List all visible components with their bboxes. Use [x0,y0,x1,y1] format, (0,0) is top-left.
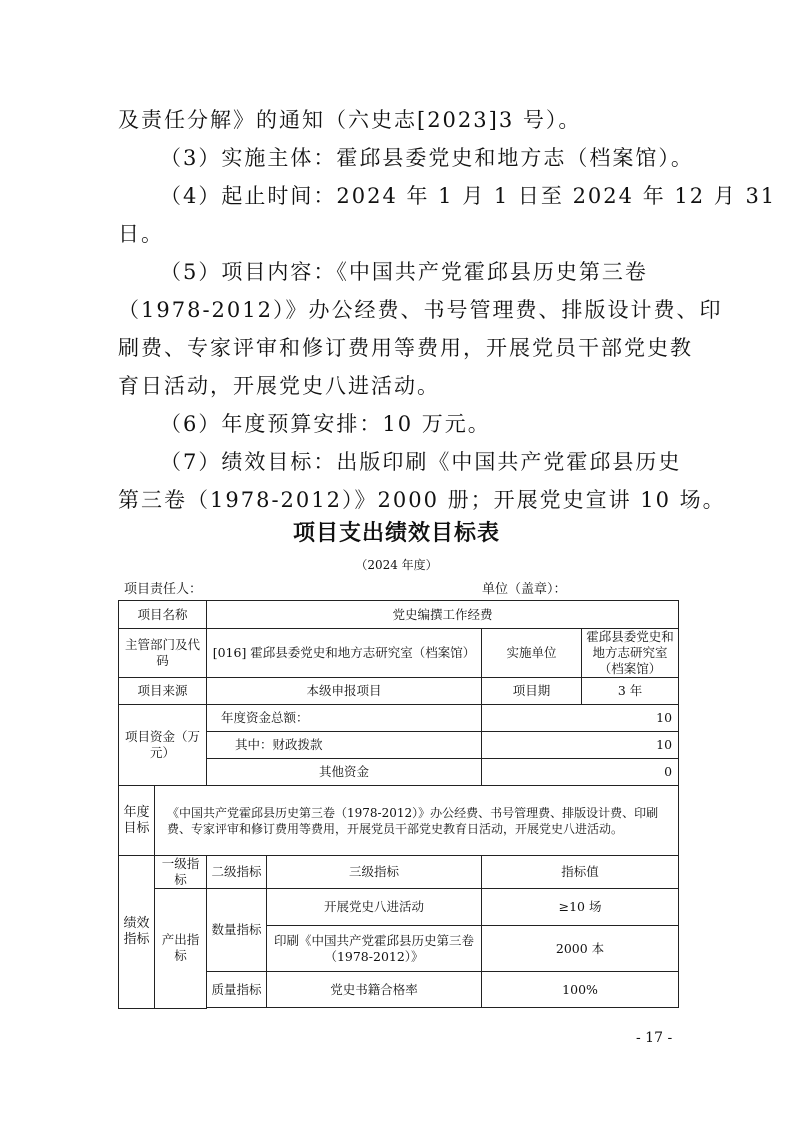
body-line-11: 第三卷（1978-2012）》2000 册；开展党史宣讲 10 场。 [118,488,726,512]
quantity-indicator-label: 数量指标 [207,889,267,972]
dept-label: 主管部门及代码 [119,629,207,678]
unit-seal-label: 单位（盖章）： [482,582,567,597]
quality-indicator-label: 质量指标 [207,972,267,1008]
spacer-cell [482,1008,679,1009]
table-row [119,601,679,629]
table-row [119,889,679,926]
table-row [119,678,679,705]
funds-fiscal-label: 其中：财政拨款 [207,732,482,759]
body-line-2: （3）实施主体：霍邱县委党史和地方志（档案馆）。 [160,146,694,170]
table-year: （2024 年度） [355,558,438,572]
annual-goal-text: 《中国共产党霍邱县历史第三卷（1978-2012）》办公经费、书号管理费、排版设计费、印刷费、专家评审和修订费用等费用，开展党员干部党史教育日活动，开展党史八进活动。 [155,786,679,856]
indicator-name: 开展党史八进活动 [267,889,482,926]
source-value: 本级申报项目 [207,678,482,705]
indicators-label: 绩效指标 [119,856,155,1009]
page-number: - 17 - [636,1030,673,1046]
annual-goal-label: 年度目标 [119,786,155,856]
level2-header: 二级指标 [207,856,267,889]
level3-header: 三级指标 [267,856,482,889]
body-line-3: （4）起止时间：2024 年 1 月 1 日至 2024 年 12 月 31 [160,184,777,208]
body-line-10: （7）绩效目标：出版印刷《中国共产党霍邱县历史 [160,450,682,474]
table-row [119,629,679,678]
impl-value: 霍邱县委党史和地方志研究室（档案馆） [582,629,679,678]
indicator-value: ≥10 场 [482,889,679,926]
responsible-label: 项目责任人： [124,582,203,597]
body-line-5: （5）项目内容：《中国共产党霍邱县历史第三卷 [160,260,648,284]
body-line-1: 及责任分解》的通知（六史志[2023]3 号）。 [118,108,582,132]
funds-total-label: 年度资金总额： [207,705,482,732]
table-row [119,786,679,856]
table-row [119,705,679,732]
funds-other-label: 其他资金 [207,759,482,786]
level1-header: 一级指标 [155,856,207,889]
funds-label: 项目资金（万元） [119,705,207,786]
funds-fiscal-value: 10 [482,732,679,759]
period-value: 3 年 [582,678,679,705]
body-line-9: （6）年度预算安排：10 万元。 [160,412,491,436]
body-line-7: 刷费、专家评审和修订费用等费用，开展党员干部党史教 [118,336,693,360]
indicator-value: 2000 本 [482,926,679,972]
body-line-8: 育日活动，开展党史八进活动。 [118,374,440,398]
source-label: 项目来源 [119,678,207,705]
impl-label: 实施单位 [482,629,582,678]
value-header: 指标值 [482,856,679,889]
indicator-name: 党史书籍合格率 [267,972,482,1008]
spacer-cell [207,1008,267,1009]
funds-other-value: 0 [482,759,679,786]
project-name-label: 项目名称 [119,601,207,629]
body-line-6: （1978-2012）》办公经费、书号管理费、排版设计费、印 [118,298,723,322]
project-name-value: 党史编撰工作经费 [207,601,679,629]
indicator-value: 100% [482,972,679,1008]
spacer-cell [267,1008,482,1009]
table-row [119,856,679,889]
funds-total-value: 10 [482,705,679,732]
body-line-4: 日。 [118,222,164,246]
output-indicator-label: 产出指标 [155,889,207,1009]
table-title: 项目支出绩效目标表 [292,521,500,546]
period-label: 项目期 [482,678,582,705]
indicator-name: 印刷《中国共产党霍邱县历史第三卷（1978-2012）》 [267,926,482,972]
dept-value: [016] 霍邱县委党史和地方志研究室（档案馆） [207,629,482,678]
performance-target-table [118,600,679,1009]
